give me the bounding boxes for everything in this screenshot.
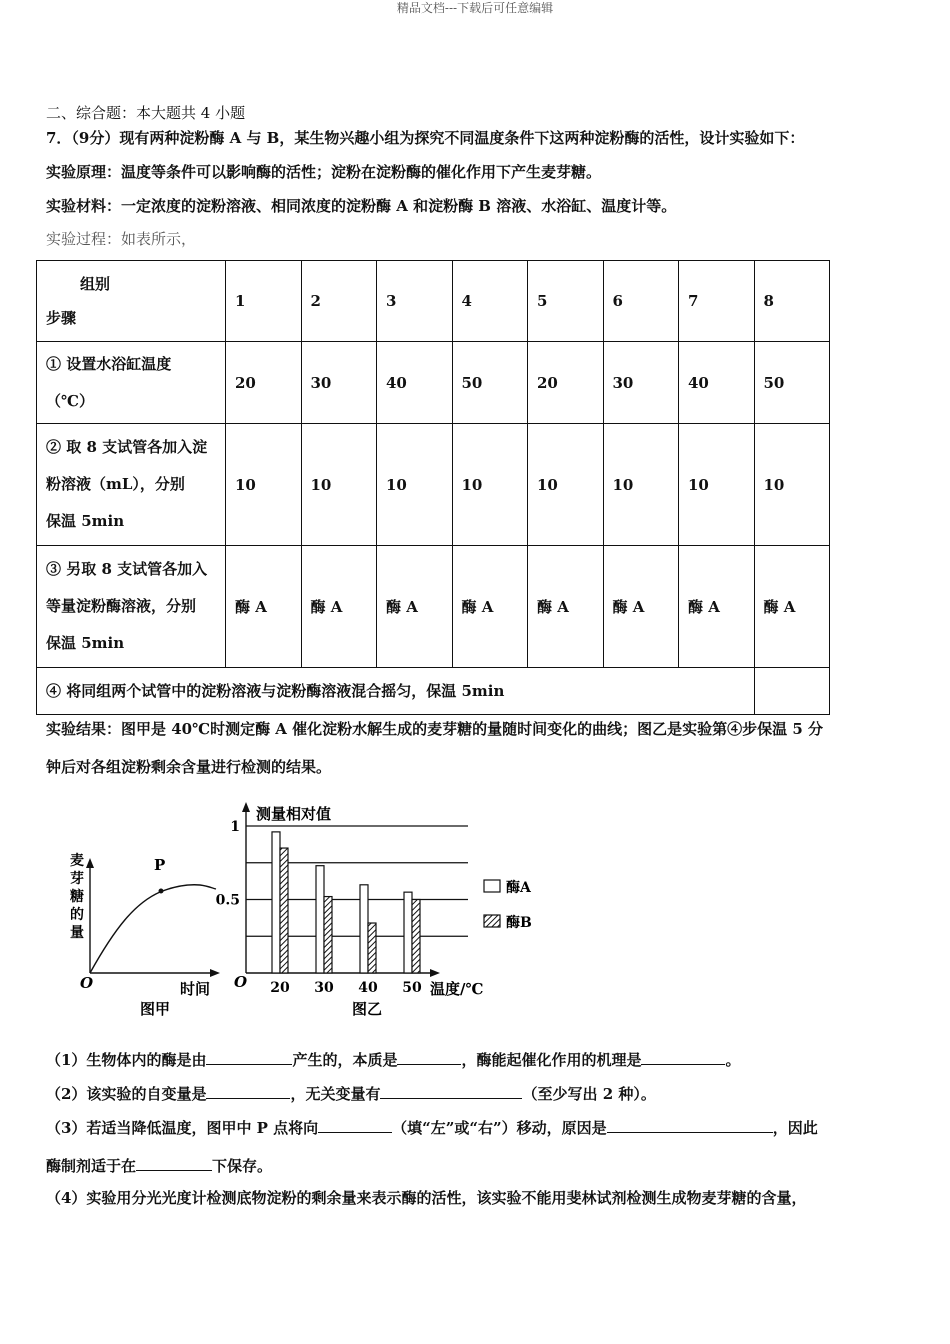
figure-a bbox=[70, 852, 220, 1018]
table-header-row bbox=[37, 261, 830, 342]
group-header: 8 bbox=[754, 261, 830, 342]
q1-text-c: ，酶能起催化作用的机理是 bbox=[461, 1051, 642, 1069]
figure-b-origin: O bbox=[234, 973, 248, 991]
y-tick-label: 1 bbox=[230, 819, 240, 835]
table-cell: 10 bbox=[528, 424, 604, 546]
table-cell: 酶 A bbox=[754, 546, 830, 668]
figures-svg bbox=[60, 798, 540, 1024]
q2-blank-1[interactable] bbox=[206, 1082, 290, 1099]
table-cell: 10 bbox=[603, 424, 679, 546]
question-3-cont bbox=[46, 1154, 272, 1176]
bar-enzyme-b bbox=[368, 923, 376, 973]
q2-text-c: （至少写出 2 种）。 bbox=[522, 1085, 656, 1103]
figure-a-ylabel-char: 糖 bbox=[70, 889, 84, 905]
question-3 bbox=[46, 1116, 818, 1138]
arrow-up-icon bbox=[242, 802, 250, 812]
result-line-2: 钟后对各组淀粉剩余含量进行检测的结果。 bbox=[46, 758, 332, 776]
table-cell: 50 bbox=[452, 342, 528, 424]
q2-text-a: （2）该实验的自变量是 bbox=[46, 1085, 207, 1103]
step-label bbox=[37, 424, 226, 546]
q3-blank-2[interactable] bbox=[607, 1116, 773, 1133]
q1-text-a: （1）生物体内的酶是由 bbox=[46, 1051, 207, 1069]
figure-b-title: 测量相对值 bbox=[256, 805, 332, 823]
table-cell: 10 bbox=[226, 424, 302, 546]
figure-b-xlabel: 温度/℃ bbox=[430, 980, 484, 998]
q3-blank-3[interactable] bbox=[136, 1154, 212, 1171]
group-header: 6 bbox=[603, 261, 679, 342]
legend-label-enzyme-b: 酶B bbox=[506, 915, 532, 931]
step-label-line: ① 设置水浴缸温度 bbox=[46, 354, 172, 373]
table-row bbox=[37, 546, 830, 668]
corner-top: 组别 bbox=[80, 275, 111, 293]
table-cell: 10 bbox=[679, 424, 755, 546]
experiment-principle: 实验原理：温度等条件可以影响酶的活性；淀粉在淀粉酶的催化作用下产生麦芽糖。 bbox=[46, 163, 602, 181]
x-tick-label: 50 bbox=[402, 980, 422, 996]
table-cell-empty bbox=[754, 668, 830, 715]
bar-enzyme-b bbox=[412, 900, 420, 974]
question-2 bbox=[46, 1082, 656, 1104]
group-header: 3 bbox=[377, 261, 453, 342]
arrow-right-icon bbox=[430, 969, 440, 977]
table-row bbox=[37, 668, 830, 715]
table-cell: 酶 A bbox=[301, 546, 377, 668]
table-cell: 酶 A bbox=[528, 546, 604, 668]
table-cell: 50 bbox=[754, 342, 830, 424]
bar-enzyme-a bbox=[404, 892, 412, 973]
section-title: 二、综合题：本大题共 4 小题 bbox=[46, 104, 246, 122]
step-label bbox=[37, 342, 226, 424]
point-p bbox=[159, 889, 164, 894]
q2-blank-2[interactable] bbox=[380, 1082, 522, 1099]
figure-b-bars bbox=[272, 832, 420, 973]
table-cell: 10 bbox=[301, 424, 377, 546]
question-intro: 7．（9分）现有两种淀粉酶 A 与 B，某生物兴趣小组为探究不同温度条件下这两种淀粉酶的活性，设计实验如下： bbox=[46, 129, 805, 147]
question-1 bbox=[46, 1048, 741, 1070]
table-cell: 40 bbox=[679, 342, 755, 424]
step4-cell: ④ 将同组两个试管中的淀粉溶液与淀粉酶溶液混合摇匀，保温 5min bbox=[37, 668, 755, 715]
corner-bottom: 步骤 bbox=[46, 309, 77, 327]
group-header: 2 bbox=[301, 261, 377, 342]
bar-enzyme-b bbox=[280, 848, 288, 973]
q3-text-c: ，因此 bbox=[772, 1119, 818, 1137]
corner-cell bbox=[37, 261, 226, 342]
figure-a-ylabel-char: 的 bbox=[70, 907, 84, 923]
legend-swatch-enzyme-a bbox=[484, 880, 500, 892]
q1-text-d: 。 bbox=[725, 1051, 741, 1069]
step-label-line: 保温 5min bbox=[46, 634, 125, 652]
experiment-materials: 实验材料：一定浓度的淀粉溶液、相同浓度的淀粉酶 A 和淀粉酶 B 溶液、水浴缸、温度计等。 bbox=[46, 197, 677, 215]
table-cell: 酶 A bbox=[679, 546, 755, 668]
table-cell: 30 bbox=[603, 342, 679, 424]
table-cell: 20 bbox=[528, 342, 604, 424]
table-row bbox=[37, 342, 830, 424]
q3-blank-1[interactable] bbox=[318, 1116, 392, 1133]
bar-enzyme-b bbox=[324, 897, 332, 973]
q3-text-d: 酶制剂适于在 bbox=[46, 1157, 137, 1175]
result-line-1: 实验结果：图甲是 40℃时测定酶 A 催化淀粉水解生成的麦芽糖的量随时间变化的曲线；图乙是实验第④步保温 5 分 bbox=[46, 720, 824, 738]
figure-a-xlabel: 时间 bbox=[180, 980, 211, 998]
figure-a-ylabel-char: 量 bbox=[70, 925, 84, 941]
table-cell: 酶 A bbox=[452, 546, 528, 668]
q3-text-e: 下保存。 bbox=[212, 1157, 273, 1175]
group-header: 4 bbox=[452, 261, 528, 342]
bar-enzyme-a bbox=[360, 885, 368, 973]
table-cell: 10 bbox=[452, 424, 528, 546]
table-cell: 酶 A bbox=[226, 546, 302, 668]
q1-blank-2[interactable] bbox=[397, 1048, 461, 1065]
point-p-label: P bbox=[154, 856, 166, 874]
step-label-line: ② 取 8 支试管各加入淀 bbox=[46, 438, 208, 456]
q1-text-b: 产生的，本质是 bbox=[292, 1051, 398, 1069]
q3-text-a: （3）若适当降低温度，图甲中 P 点将向 bbox=[46, 1119, 319, 1137]
step-label-line: ③ 另取 8 支试管各加入 bbox=[46, 560, 208, 578]
arrow-right-icon bbox=[210, 969, 220, 977]
figure-a-ylabel-char: 麦 bbox=[70, 853, 84, 869]
y-tick-label: 0.5 bbox=[215, 892, 240, 909]
q1-blank-3[interactable] bbox=[641, 1048, 725, 1065]
table-cell: 20 bbox=[226, 342, 302, 424]
question-4: （4）实验用分光光度计检测底物淀粉的剩余量来表示酶的活性，该实验不能用斐林试剂检测生成物麦芽糖的含量， bbox=[46, 1189, 807, 1207]
table-cell: 30 bbox=[301, 342, 377, 424]
table-cell: 10 bbox=[377, 424, 453, 546]
step-label-line: （℃） bbox=[46, 391, 94, 410]
q1-blank-1[interactable] bbox=[206, 1048, 292, 1065]
group-header: 1 bbox=[226, 261, 302, 342]
arrow-up-icon bbox=[86, 858, 94, 868]
table-cell: 10 bbox=[754, 424, 830, 546]
x-tick-label: 40 bbox=[358, 980, 378, 996]
group-header: 5 bbox=[528, 261, 604, 342]
figure-a-ylabel-char: 芽 bbox=[70, 871, 84, 887]
experiment-process: 实验过程：如表所示， bbox=[46, 230, 197, 248]
figure-a-origin: O bbox=[80, 974, 94, 992]
table-row bbox=[37, 424, 830, 546]
step-label bbox=[37, 546, 226, 668]
page-header: 精品文档---下载后可任意编辑 bbox=[396, 1, 554, 15]
figure-b-caption: 图乙 bbox=[352, 1000, 383, 1018]
q2-text-b: ，无关变量有 bbox=[290, 1085, 381, 1103]
figure-b bbox=[216, 802, 532, 1018]
bar-enzyme-a bbox=[272, 832, 280, 973]
figure-a-caption: 图甲 bbox=[140, 1000, 171, 1018]
table-cell: 酶 A bbox=[603, 546, 679, 668]
x-tick-label: 30 bbox=[314, 980, 334, 996]
group-header: 7 bbox=[679, 261, 755, 342]
q3-text-b: （填“左”或“右”）移动，原因是 bbox=[392, 1119, 607, 1137]
legend-swatch-enzyme-b bbox=[484, 915, 500, 927]
table-cell: 酶 A bbox=[377, 546, 453, 668]
figure-area bbox=[60, 798, 540, 1028]
step-label-line: 粉溶液（mL），分别 bbox=[46, 475, 185, 493]
maltose-curve bbox=[90, 885, 216, 973]
steps-table bbox=[36, 260, 830, 715]
legend-label-enzyme-a: 酶A bbox=[506, 880, 531, 896]
bar-enzyme-a bbox=[316, 866, 324, 973]
step-label-line: 等量淀粉酶溶液，分别 bbox=[46, 597, 197, 615]
x-tick-label: 20 bbox=[270, 980, 290, 996]
table-cell: 40 bbox=[377, 342, 453, 424]
step-label-line: 保温 5min bbox=[46, 512, 125, 530]
